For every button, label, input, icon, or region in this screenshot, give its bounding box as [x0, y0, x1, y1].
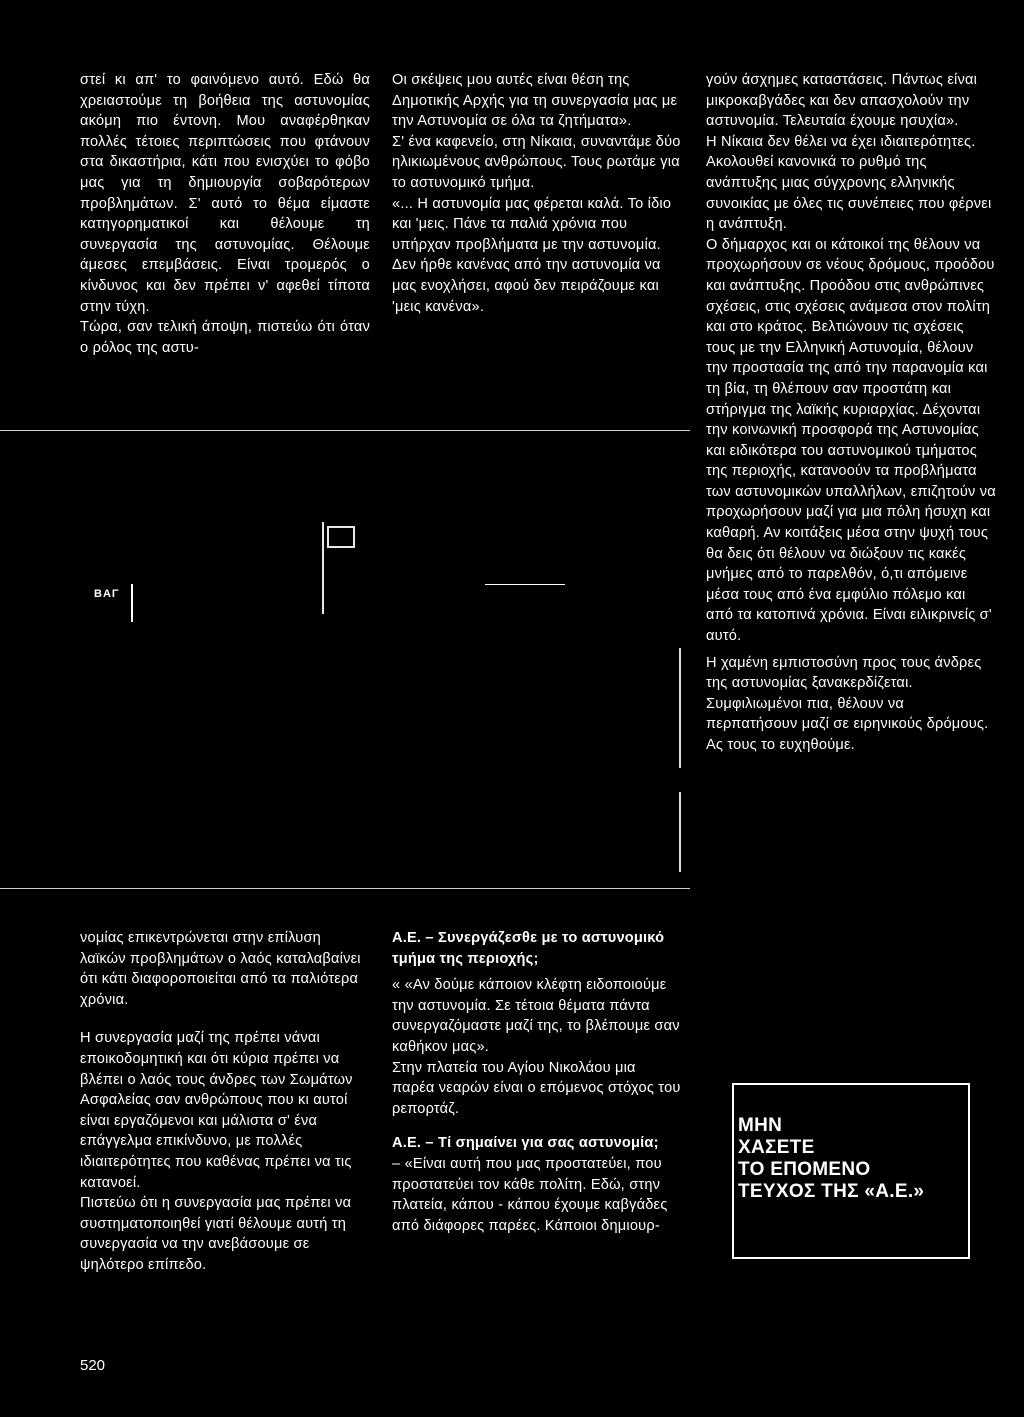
flagpole [322, 522, 324, 614]
paragraph: στεί κι απ' το φαινόμενο αυτό. Εδώ θα χρειαστούμε τη βοήθεια της αστυνομίας ακόμη πιο έντονη. Μου αναφέρθηκαν πολλές τέτοιες περιπτώσεις που φτάνουν στα δικαστήρια, κάτι που ενισχύει το φόβο μας για τη δημιουργία σοβαρότερων προβλημάτων. Σ' αυτό το θέμα είμαστε κατηγορηματικοί και θέλουμε τη συνεργασία της αστυνομίας. Θέλουμε άμεσες επεμβάσεις. Είναι τρομερός ο κίνδυνος και δεν πρέπει ν' αφεθεί τίποτα στην τύχη. [80, 72, 370, 315]
frame [732, 1083, 970, 1085]
paragraph: Ο δήμαρχος και οι κάτοικοί της θέλουν να προχωρήσουν σε νέους δρόμους, προόδου και ανάπτυξης. Προόδου στις ανθρώπινες σχέσεις, στις σχέσεις ανάμεσα στον πολίτη και στο κράτος. Βελτιώνουν τις σχέσεις τους με την Ελληνική Αστυνομία, θέλουν την προστασία της από την παρανομία και τη βία, τη θλέπουν σαν προστάτη και στήριγμα της λαϊκής κυριαρχίας. Δέχονται την κοινωνική προσφορά της Αστυνομίας και ειδικότερα του αστυνομικού τμήματος της περιοχής, κατανοούν τα προβλήματα των αστυνομικών υπαλλήλων, επιζητούν να προχωρήσουν μαζί για μια πόλη ήσυχη και καθαρή. Αν κοιτάξεις μέσα στην ψυχή τους θα δεις ότι θέλουν να διώξουν τις κακές μνήμες από το παρελθόν, ό,τι απόμεινε μέσα τους από ένα εμφύλιο πόλεμο και από τα κατοπινά χρόνια. Είναι ειλικρινείς σ' αυτό. [706, 236, 996, 645]
column-1-bottom [80, 928, 370, 1276]
frame [732, 1257, 970, 1259]
column-3 [706, 70, 996, 756]
paragraph: Η χαμένη εμπιστοσύνη προς τους άνδρες της αστυνομίας ξανακερδίζεται. [706, 654, 982, 692]
paragraph: Η συνεργασία μαζί της πρέπει νάναι εποικοδομητική και ότι κύρια πρέπει να βλέπει ο λαός τους άνδρες των Σωμάτων Ασφαλείας σαν ανθρώπους που κι αυτοί είναι εργαζόμενοι και μάλιστα σ' ένα επάγγελμα επικίνδυνο, με πολλές ιδιαιτερότητες που καθένας πρέπει να τις κατανοεί. [80, 1030, 353, 1191]
paragraph: Τώρα, σαν τελική άποψη, πιστεύω ότι όταν ο ρόλος της αστυ- [80, 319, 370, 356]
frame [732, 1083, 734, 1259]
promo-line: ΤΕΥΧΟΣ ΤΗΣ «Α.Ε.» [738, 1181, 925, 1202]
paragraph: Συμφιλιωμένοι πια, θέλουν να περπατήσουν μαζί σε ειρηνικούς δρόμους. [706, 695, 989, 733]
paragraph: Οι σκέψεις μου αυτές είναι θέση της Δημοτικής Αρχής για τη συνεργασία μας με την Αστυνομία σε όλα τα ζητήματα». [392, 72, 678, 130]
photo-sign: ΒΑΓ [94, 588, 120, 600]
paragraph: γούν άσχημες καταστάσεις. Πάντως είναι μικροκαβγάδες και δεν απασχολούν την αστυνομία. Τελευταία έχουμε ησυχία». [706, 72, 978, 130]
interview-question: Α.Ε. – Τί σημαίνει για σας αστυνομία; [392, 1135, 659, 1152]
promo-text [738, 1115, 924, 1203]
interview-question: Α.Ε. – Συνεργάζεσθε με το αστυνομικό τμήμα της περιοχής; [392, 930, 665, 967]
column-2-bottom [392, 928, 682, 1236]
paragraph: Στην πλατεία του Αγίου Νικολάου μια παρέα νεαρών είναι ο επόμενος στόχος του ρεπορτάζ. [392, 1059, 681, 1117]
photo-line [679, 648, 681, 768]
paragraph: «... Η αστυνομία μας φέρεται καλά. Το ίδιο και 'μεις. Πάνε τα παλιά χρόνια που υπήρχαν προβλήματα με την αστυνομία. Δεν ήρθε κανένας από την αστυνομία να μας ενοχλήσει, αφού δεν πειράζουμε και 'μεις κανένα». [392, 195, 672, 315]
next-issue-promo [732, 1083, 970, 1259]
page-number: 520 [80, 1357, 106, 1374]
signpost [131, 584, 133, 622]
promo-line: ΤΟ ΕΠΟΜΕΝΟ [738, 1159, 871, 1180]
column-2-top [392, 70, 682, 317]
paragraph: Ας τους το ευχηθούμε. [706, 737, 855, 753]
divider [0, 888, 690, 889]
paragraph: Σ' ένα καφενείο, στη Νίκαια, συναντάμε δύο ηλικιωμένους ανθρώπους. Τους ρωτάμε για το αστυνομικό τμήμα. [392, 133, 681, 191]
frame [968, 1083, 970, 1259]
photo-line [485, 584, 565, 585]
photo [0, 412, 690, 902]
flag-icon [327, 526, 355, 548]
promo-line: ΧΑΣΕΤΕ [738, 1137, 815, 1158]
photo-line [679, 792, 681, 872]
paragraph: νομίας επικεντρώνεται στην επίλυση λαϊκών προβλημάτων ο λαός καταλαβαίνει ότι κάτι διαφοροποιείται από τα παλιότερα χρόνια. [80, 930, 361, 1008]
column-1-top [80, 70, 370, 358]
interview-answer: – «Είναι αυτή που μας προστατεύει, που προστατεύει τον κάθε πολίτη. Εδώ, στην πλατεία, κάπου - κάπου έχουμε καβγάδες από διάφορες παρέες. Κάποιοι δημιουρ- [392, 1155, 668, 1234]
divider [0, 430, 690, 431]
promo-line: ΜΗΝ [738, 1115, 783, 1136]
interview-answer: « «Αν δούμε κάποιον κλέφτη ειδοποιούμε την αστυνομία. Σε τέτοια θέματα πάντα συνεργαζόμαστε μαζί της, το βλέπουμε σαν καθήκον μας». [392, 977, 680, 1055]
paragraph: Η Νίκαια δεν θέλει να έχει ιδιαιτερότητες. Ακολουθεί κανονικά το ρυθμό της ανάπτυξης μιας σύγχρονης ελληνικής συνοικίας με όλες τις συνέπειες που φέρνει η ανάπτυξη. [706, 133, 992, 233]
paragraph: Πιστεύω ότι η συνεργασία μας πρέπει να συστηματοποιηθεί γιατί θέλουμε αυτή τη συνεργασία να την ανεβάσουμε σε ψηλότερο επίπεδο. [80, 1195, 352, 1273]
